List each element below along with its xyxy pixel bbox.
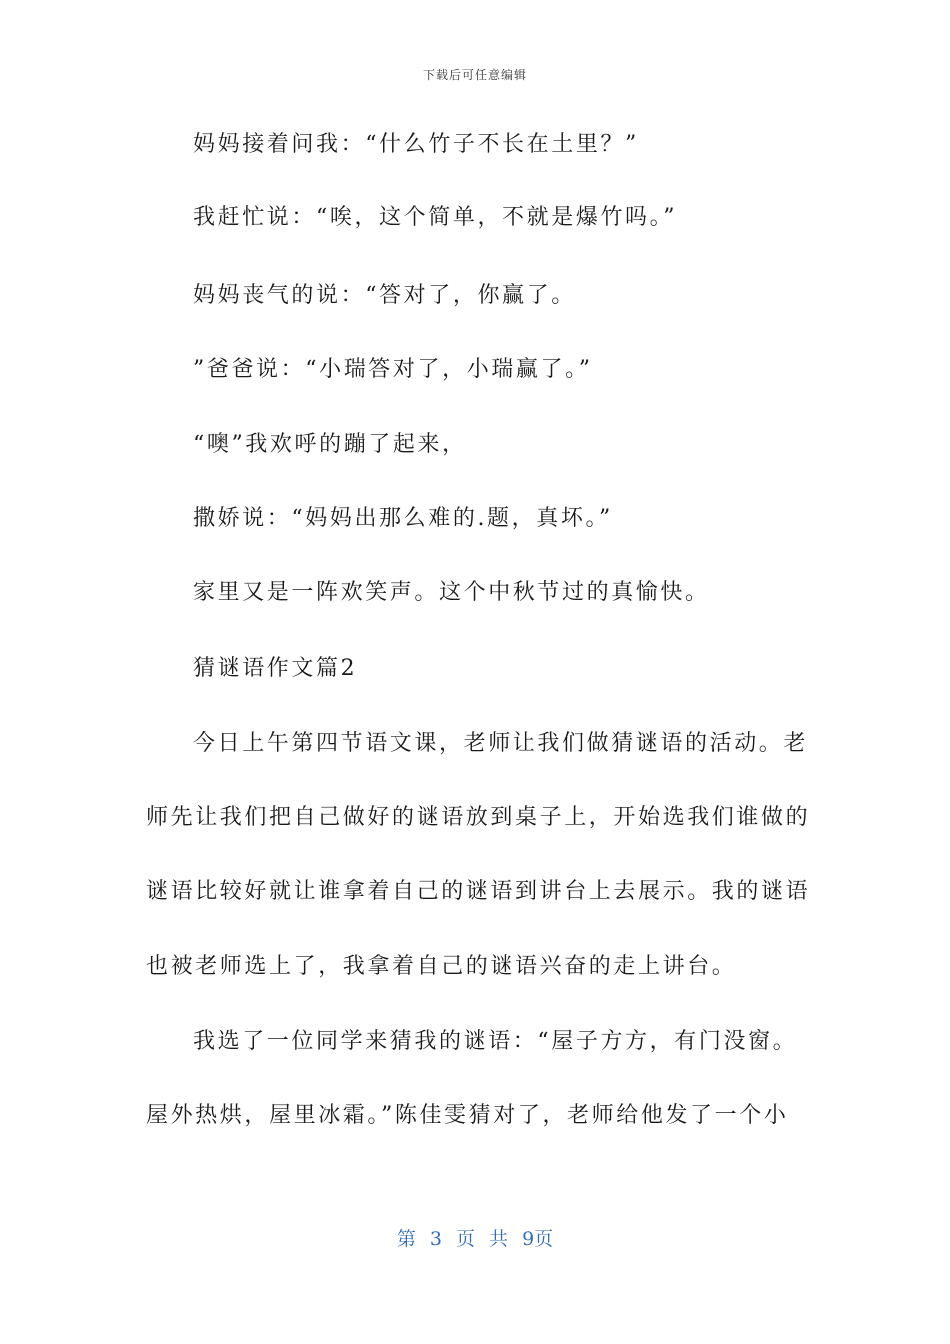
section-heading: 猜谜语作文篇2 (193, 656, 358, 681)
text-line-6: 撒娇说：“妈妈出那么难的.题，真坏。” (193, 506, 613, 531)
text-line-11: 谜语比较好就让谁拿着自己的谜语到讲台上去展示。我的谜语 (146, 879, 811, 904)
text-line-10: 师先让我们把自己做好的谜语放到桌子上，开始选我们谁做的 (146, 805, 811, 830)
text-line-4: ”爸爸说：“小瑞答对了，小瑞赢了。” (193, 357, 593, 382)
text-line-1: 妈妈接着问我：“什么竹子不长在土里？” (193, 132, 639, 157)
page-footer: 第 3 页 共 9页 (396, 1228, 554, 1250)
text-line-12: 也被老师选上了，我拿着自己的谜语兴奋的走上讲台。 (146, 954, 737, 979)
text-line-14: 屋外热烘，屋里冰霜。”陈佳雯猜对了，老师给他发了一个小 (146, 1103, 789, 1128)
page-header: 下载后可任意编辑 (422, 68, 527, 82)
text-line-9: 今日上午第四节语文课，老师让我们做猜谜语的活动。老 (193, 731, 809, 756)
text-line-7: 家里又是一阵欢笑声。这个中秋节过的真愉快。 (193, 580, 710, 605)
text-line-2: 我赶忙说：“唉，这个简单，不就是爆竹吗。” (193, 205, 678, 230)
text-line-13: 我选了一位同学来猜我的谜语：“屋子方方，有门没窗。 (193, 1029, 798, 1054)
text-line-5: “噢”我欢呼的蹦了起来， (193, 432, 467, 457)
text-line-3: 妈妈丧气的说：“答对了，你赢了。 (193, 283, 576, 308)
